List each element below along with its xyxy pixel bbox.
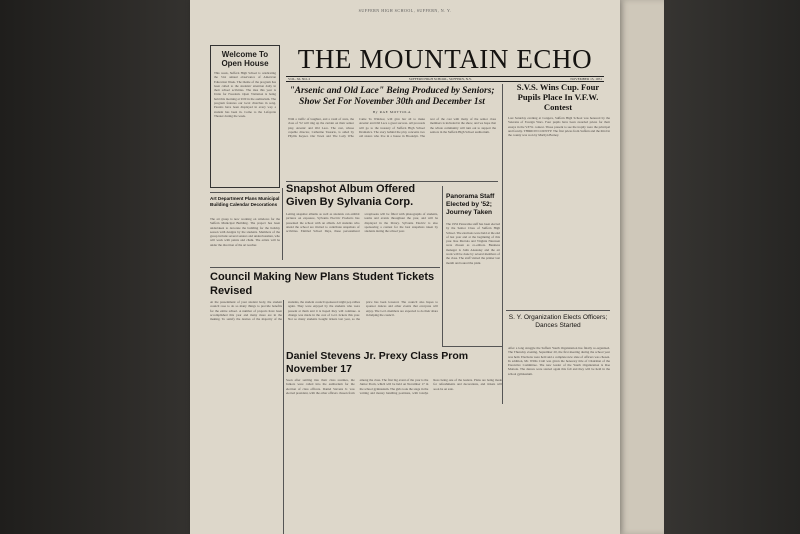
daniel-headline: Daniel Stevens Jr. Prexy Class Prom November 17 <box>286 350 469 375</box>
sy-headline: S. Y. Organization Elects Officers; Dances Started <box>508 314 608 329</box>
arsenic-headline: "Arsenic and Old Lace" Being Produced by Seniors; Show Set For November 30th and December 1st <box>289 86 495 107</box>
divider <box>286 181 498 182</box>
newspaper-page <box>190 0 620 534</box>
dateline-date: NOVEMBER 15, 1951 <box>570 77 602 81</box>
council-body: At the presentment of your student body, the student council rose to do so many things to provide benefits for the entire school. A number of projects have been accomplished this year and many more are in the making. To satisfy the desires of the majority of the students, the student council sponsored night pep rallies again. They were enjoyed by the students who were present at them and it is hoped they will continue. A change was made in the cost of G.O. tickets this year. Not so many students bought tickets last year, so the price has been lowered. The council also hopes to sponsor dances and other events that everyone will enjoy. The G.O. members are expected to do their share in helping the council. <box>210 300 438 322</box>
panorama-body: The 1952 Panorama staff has been elected by the Senior Class of Suffern High School. The elections were held at the end of last year and at the beginning of this year. Rae Mottola and Virginia Nieuwen were chosen as co-editors. Business manager is John Anatosky and the art work will be done by several members of the class. The staff visited the printer last month and toured the plant. <box>446 222 500 265</box>
arsenic-byline: By RAE MOTTOLA <box>372 110 412 114</box>
welcome-body: This week, Suffern High School is celebrating the 31st annual observance of American Education Week. The theme of the program has been called to the students' attention daily in their school activities. The idea this year is Unite for Freedom. Open Visitation is being held this morning at 9:00 in the auditorium. The program features our local churches in song. Parents have been displayed in every way a student has been in. Come to the Lafayette Theater during the week. <box>214 71 276 118</box>
welcome-box <box>210 45 280 188</box>
svs-headline: S.V.S. Wins Cup. Four Pupils Place In V.F.W. Contest <box>516 82 600 112</box>
dateline-volume: VOL. XL NO. 2 <box>288 77 311 81</box>
divider <box>506 310 610 311</box>
column-rule <box>283 300 284 534</box>
dateline-school: SUFFERN HIGH SCHOOL, SUFFERN, N.Y. <box>408 77 472 81</box>
council-headline: Council Making New Plans Student Tickets Revised <box>210 271 435 297</box>
masthead-title: THE MOUNTAIN ECHO <box>297 44 593 74</box>
snapshot-headline: Snapshot Album Offered Given By Sylvania Corp. <box>286 183 416 208</box>
welcome-title: Welcome To Open House <box>221 50 269 68</box>
sy-body: After a long struggle the Suffern Youth Organization has finally re-organized. The Thursday evening, September 20, the first meeting during the school year was held. Elections were held and a complete new slate of officers was chosen. In addition, Mr. Willis Crall was given the honorary title of Chairman of the Executive Committee. The new leader of the Youth Organization is Rae Mottola. The dances were started again this fall and they will be held in the school gymnasium. <box>508 346 610 376</box>
arsenic-body: With a traffic of laughter, and a vault of stars, the class of '52 will ring up the curtain on their senior play, Arsenic and Old Lace. The cast, whose capable director, Catherine Tassarlo, is aided by Phyllis Keyser. Our Town and The Lady Who Came To Windsor, will give her all to make Arsenic and Old Lace a great success. All proceeds will go to the treasury of Suffern High School Dramatics. The story behind the play concerns two old sisters who live in a house in Brooklyn. The rest of the cast with many of the senior class members is included in the show, and we hope that the whole community will turn out to support the seniors in the Suffern High School auditorium. <box>288 117 496 139</box>
divider <box>210 192 280 193</box>
column-rule <box>442 186 443 346</box>
svs-body: Last Saturday evening at Congers, Suffern High School was honored by the Veterans of Foreign Wars. Four pupils have been awarded prizes for their essays in the V.F.W. contest. Those present to see the trophy were the principal and faculty. THIRD IN COUNTY: The first prizes from Suffern and the third in the county was won by Marilyn Barney. <box>508 116 610 138</box>
art-headline: Art Department Plans Municipal Building Calendar Decorations <box>210 196 280 207</box>
snapshot-body: Letting snapshot albums as well as students can exhibit pictures on exposure, Sylvania Electric Products has presented the school with an album. All students who attend the school are invited to contribute snapshots of activities. Entitled School Days, these personalized scrapbooks will be filled with photographs of students, teams and events throughout the year, and will be displayed in the library. Sylvania Electric is also sponsoring a contest for the best snapshots taken by students during the school year. <box>286 212 438 234</box>
art-body: The art group is now working on windows for the Suffern Municipal Building. The project has been undertaken to decorate the building for the holiday season with designs by the students. Members of the group include several seniors and underclassmen, who will work with paints and chalk. The artists will be under the direction of the art teacher. <box>210 217 280 247</box>
divider <box>210 267 440 268</box>
divider <box>442 346 502 347</box>
daniel-body: Soon after settling into their class routines, the Juniors were called into the auditorium for the election of class officers. Daniel Stevens Jr. was elected president, with the other officers chosen from among the class. The first big event of the year is the Junior Prom, which will be held on November 17 in the school gymnasium. The girls took the stage in the writing and money handling positions, with Gladys Ross being one of the leaders. Plans are being made for refreshments and decorations, and tickets will soon be on sale. <box>286 378 502 395</box>
panorama-headline: Panorama Staff Elected by '52; Journey Taken <box>446 193 495 216</box>
backdrop-left <box>0 0 190 534</box>
page-folio: SUFFERN HIGH SCHOOL, SUFFERN, N. Y. <box>358 8 452 13</box>
column-rule <box>282 188 283 260</box>
